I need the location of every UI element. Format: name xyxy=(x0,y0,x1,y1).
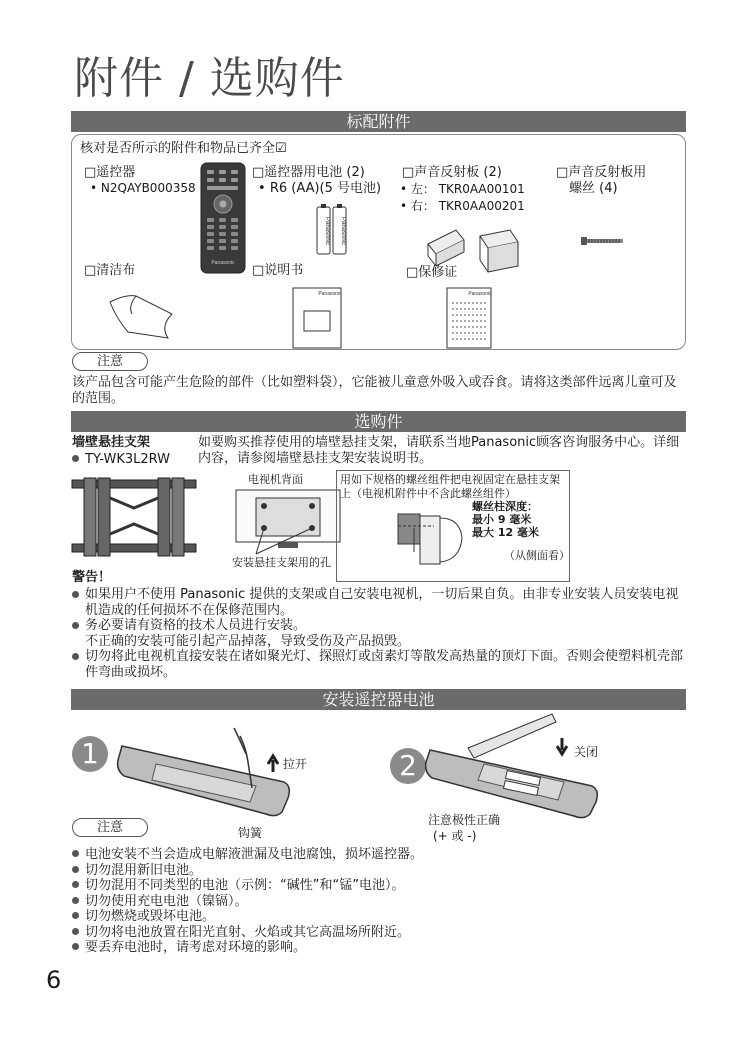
screw-note: 用如下规格的螺丝组件把电视固定在悬挂支架上（电视机附件中不含此螺丝组件） xyxy=(340,473,560,500)
remote-control-image xyxy=(200,162,246,274)
battery-note: 切勿混用不同类型的电池（示例：“碱性”和“锰”电池）。 xyxy=(72,878,688,894)
bracket-description: 如要购买推荐使用的墙壁悬挂支架，请联系当地Panasonic顾客咨询服务中心。详细内容，请参阅墙壁悬挂支架安装说明书。 xyxy=(198,435,680,466)
tv-back-image xyxy=(234,488,342,554)
battery-note: 要丢弃电池时，请考虑对环境的影响。 xyxy=(72,940,688,956)
reflector-left: 左： TKR0AA00101 xyxy=(410,182,525,196)
polarity-label-1: 注意极性正确 xyxy=(428,813,501,827)
wall-bracket-image xyxy=(72,478,196,558)
min-depth: 最小 9 毫米 xyxy=(472,513,532,526)
battery-note: 切勿使用充电电池（镍镉）。 xyxy=(72,894,688,910)
manual-brand-text: Panasonic xyxy=(318,291,342,297)
bracket-model: TY-WK3L2RW xyxy=(85,452,171,467)
battery-label: □遥控器用电池 (2) xyxy=(252,165,365,180)
std-accessories-header: 标配附件 xyxy=(71,111,686,132)
cleaning-cloth-image xyxy=(108,292,174,340)
page-number: 6 xyxy=(46,966,62,994)
mount-holes-label: 安装悬挂支架用的孔 xyxy=(232,556,331,569)
warning-title: 警告！ xyxy=(72,570,112,585)
max-depth: 最大 12 毫米 xyxy=(472,526,539,539)
battery-note: 电池安装不当会造成电解液泄漏及电池腐蚀，损坏遥控器。 xyxy=(72,847,688,863)
open-label: 拉开 xyxy=(283,757,308,771)
tv-back-label: 电视机背面 xyxy=(248,473,303,486)
screw-image xyxy=(581,236,625,246)
hook-label: 钩簧 xyxy=(238,826,263,840)
reflector-right: 右： TKR0AA00201 xyxy=(410,199,525,213)
screw-label-2: 螺丝 (4) xyxy=(569,181,618,196)
warranty-image xyxy=(446,287,494,349)
battery-brand-text: Panasonic xyxy=(340,216,346,246)
page-title: 附件 / 选购件 xyxy=(74,53,345,104)
battery-type-item: • R6 (AA)(5 号电池) xyxy=(258,181,382,196)
step-2-number: 2 xyxy=(390,748,426,784)
remote-brand-text: Panasonic xyxy=(211,260,235,266)
warning-list xyxy=(72,587,688,680)
warranty-label: □保修证 xyxy=(406,265,458,280)
caution-text: 该产品包含可能产生危险的部件（比如塑料袋），它能被儿童意外吸入或吞食。请将这类部件远离儿童可及的范围。 xyxy=(72,375,677,406)
reflector-left-item: • 左： TKR0AA00101 xyxy=(400,182,525,196)
warning-item: 切勿将此电视机直接安装在诸如聚光灯、探照灯或卤素灯等散发高热量的顶灯下面。否则会使塑料机壳部件弯曲或损坏。 xyxy=(72,649,688,680)
side-view-label: （从侧面看） xyxy=(504,549,570,562)
screw-label-1: □声音反射板用 xyxy=(556,165,647,180)
check-line: 核对是否所示的附件和物品已齐全☑ xyxy=(80,141,287,156)
batteries-image xyxy=(316,204,348,256)
screw-depth-diagram xyxy=(384,508,464,568)
battery-note: 切勿燃烧或毁坏电池。 xyxy=(72,909,688,925)
reflector-label: □声音反射板 (2) xyxy=(402,165,502,180)
open-arrow-icon xyxy=(265,754,281,774)
cloth-label: □清洁布 xyxy=(84,263,136,278)
manual-label: □说明书 xyxy=(252,263,304,278)
battery-caution-label: 注意 xyxy=(72,818,148,837)
remote-model-item: • N2QAYB000358 xyxy=(90,181,196,195)
warning-item: 务必要请有资格的技术人员进行安装。 xyxy=(72,618,688,634)
warning-subitem: 不正确的安装可能引起产品掉落，导致受伤及产品损毁。 xyxy=(85,633,411,649)
remote-model: N2QAYB000358 xyxy=(100,181,196,195)
remote-label: □遥控器 xyxy=(84,165,136,180)
polarity-label-2: (+ 或 -) xyxy=(433,829,477,843)
step-1-number: 1 xyxy=(72,736,108,772)
caution-label: 注意 xyxy=(72,352,148,371)
battery-brand-text: Panasonic xyxy=(324,216,330,246)
screw-depth-label: 螺丝柱深度： xyxy=(472,500,538,513)
reflector-right-item: • 右： TKR0AA00201 xyxy=(400,199,525,213)
battery-note: 切勿将电池放置在阳光直射、火焰或其它高温场所附近。 xyxy=(72,925,688,941)
battery-note: 切勿混用新旧电池。 xyxy=(72,863,688,879)
step-2-remote-image xyxy=(424,708,606,818)
warranty-brand-text: Panasonic xyxy=(468,291,492,297)
battery-install-header: 安装遥控器电池 xyxy=(71,689,686,710)
close-label: 关闭 xyxy=(574,745,599,759)
bracket-model-item xyxy=(72,452,170,468)
manual-image xyxy=(292,287,344,349)
close-arrow-icon xyxy=(554,736,570,756)
warning-item: 如果用户不使用 Panasonic 提供的支架或自己安装电视机，一切后果自负。由非专业安装人员安装电视机造成的任何损坏不在保修范围内。 xyxy=(72,587,688,618)
bracket-name: 墙壁悬挂支架 xyxy=(72,435,151,450)
battery-notes-list xyxy=(72,847,688,956)
battery-type: R6 (AA)(5 号电池) xyxy=(269,181,382,196)
optional-header: 选购件 xyxy=(71,411,686,432)
